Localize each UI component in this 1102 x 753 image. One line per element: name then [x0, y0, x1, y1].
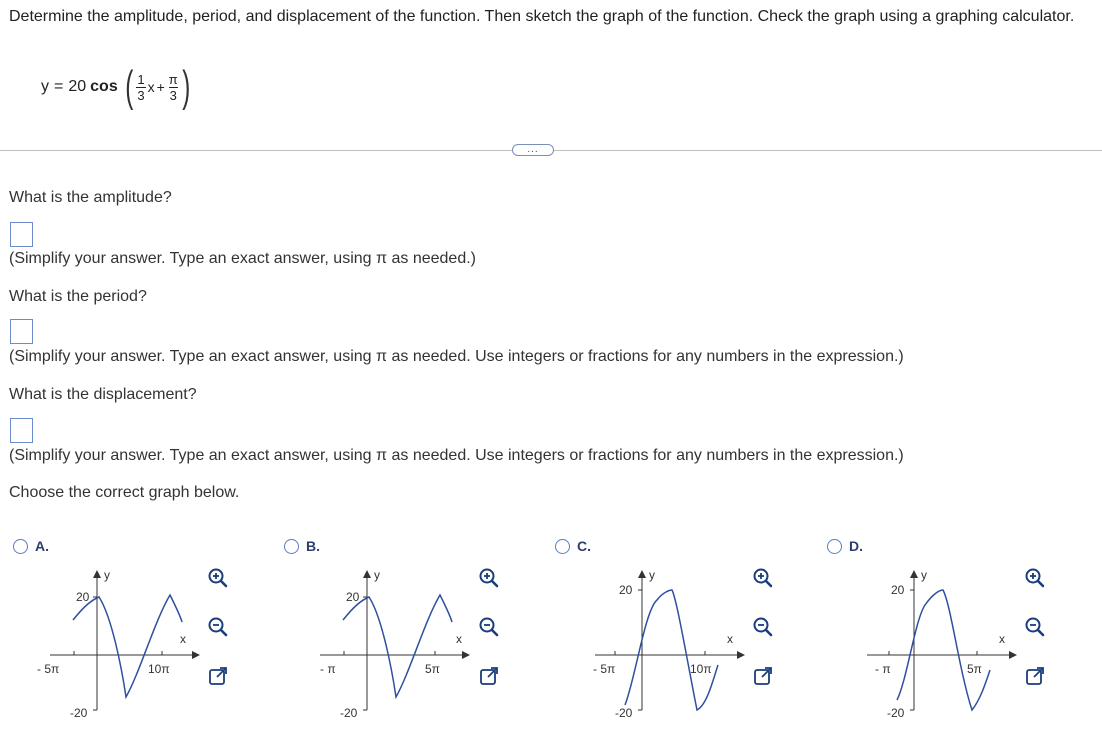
y-axis-label: y [104, 568, 110, 582]
question-period: What is the period? [9, 288, 147, 305]
option-a-expand-icon[interactable] [207, 665, 229, 687]
y-tick-label-top: 20 [76, 590, 90, 604]
y-tick-label-top: 20 [346, 590, 360, 604]
fraction-one-third [136, 72, 145, 103]
fraction-denominator: 3 [169, 87, 177, 103]
equation-lhs: y [41, 78, 49, 95]
x-tick-label-right: 10π [690, 662, 712, 676]
x-axis-label: x [180, 632, 186, 646]
x-tick-label-left: - π [320, 662, 336, 676]
right-paren: ) [182, 62, 191, 111]
x-tick-label-left: - 5π [37, 662, 60, 676]
fraction-numerator: π [168, 71, 178, 87]
x-axis-label: x [456, 632, 462, 646]
option-c-expand-icon[interactable] [752, 665, 774, 687]
option-c[interactable] [555, 538, 591, 554]
displacement-hint: (Simplify your answer. Type an exact answer, using π as needed. Use integers or fractions for any numbers in the expression.) [9, 447, 904, 464]
more-button[interactable]: ... [512, 144, 554, 156]
option-b-radio[interactable] [284, 539, 299, 554]
curve [625, 590, 718, 710]
x-axis-label: x [727, 632, 733, 646]
curve [73, 595, 182, 697]
option-b-label: B. [306, 538, 320, 554]
x-tick-label-left: - 5π [593, 662, 616, 676]
equation-variable: x [147, 79, 155, 95]
curve [897, 590, 990, 710]
option-d-radio[interactable] [827, 539, 842, 554]
x-tick-label-right: 5π [967, 662, 982, 676]
option-a-zoom-out-icon[interactable] [207, 616, 229, 638]
option-b-zoom-in-icon[interactable] [478, 567, 500, 589]
equation-equals: = [54, 78, 64, 95]
question-displacement: What is the displacement? [9, 386, 197, 403]
option-c-radio[interactable] [555, 539, 570, 554]
option-c-label: C. [577, 538, 591, 554]
option-d-zoom-in-icon[interactable] [1024, 567, 1046, 589]
y-axis-label: y [649, 568, 655, 582]
y-tick-label-bottom: -20 [615, 706, 633, 720]
fraction-numerator: 1 [137, 71, 145, 87]
graph-option-c [575, 560, 755, 750]
x-axis-label: x [999, 632, 1005, 646]
graph-option-b [300, 560, 480, 750]
x-tick-label-right: 5π [425, 662, 440, 676]
period-hint: (Simplify your answer. Type an exact answer, using π as needed. Use integers or fractions for any numbers in the expression.) [9, 348, 904, 365]
option-a-radio[interactable] [13, 539, 28, 554]
option-b[interactable] [284, 538, 320, 554]
choose-graph-prompt: Choose the correct graph below. [9, 484, 240, 501]
y-axis-label: y [921, 568, 927, 582]
option-d-expand-icon[interactable] [1024, 665, 1046, 687]
y-tick-label-top: 20 [891, 583, 905, 597]
option-a-zoom-in-icon[interactable] [207, 567, 229, 589]
y-tick-label-bottom: -20 [70, 706, 88, 720]
x-tick-label-left: - π [875, 662, 891, 676]
equation-plus: + [156, 79, 165, 95]
option-a[interactable] [13, 538, 49, 554]
displacement-answer-input[interactable] [10, 418, 33, 443]
option-c-zoom-in-icon[interactable] [752, 567, 774, 589]
x-tick-label-right: 10π [148, 662, 170, 676]
left-paren: ( [125, 62, 134, 111]
graph-option-a [30, 560, 210, 750]
amplitude-hint: (Simplify your answer. Type an exact answer, using π as needed.) [9, 250, 476, 267]
period-answer-input[interactable] [10, 319, 33, 344]
curve [343, 595, 452, 697]
equation-function: cos [90, 78, 118, 95]
y-tick-label-bottom: -20 [887, 706, 905, 720]
fraction-denominator: 3 [137, 87, 145, 103]
option-b-zoom-out-icon[interactable] [478, 616, 500, 638]
y-tick-label-bottom: -20 [340, 706, 358, 720]
option-d[interactable] [827, 538, 863, 554]
question-amplitude: What is the amplitude? [9, 189, 172, 206]
graph-option-d [847, 560, 1027, 750]
fraction-pi-third [168, 72, 179, 103]
y-tick-label-top: 20 [619, 583, 633, 597]
option-d-zoom-out-icon[interactable] [1024, 616, 1046, 638]
y-axis-label: y [374, 568, 380, 582]
option-b-expand-icon[interactable] [478, 665, 500, 687]
instructions: Determine the amplitude, period, and displacement of the function. Then sketch the graph of the function. Check the graph using a graphing calculator. [9, 8, 1075, 25]
amplitude-answer-input[interactable] [10, 222, 33, 247]
option-a-label: A. [35, 538, 49, 554]
equation-coefficient: 20 [68, 78, 87, 95]
option-d-label: D. [849, 538, 863, 554]
option-c-zoom-out-icon[interactable] [752, 616, 774, 638]
equation [41, 59, 193, 115]
